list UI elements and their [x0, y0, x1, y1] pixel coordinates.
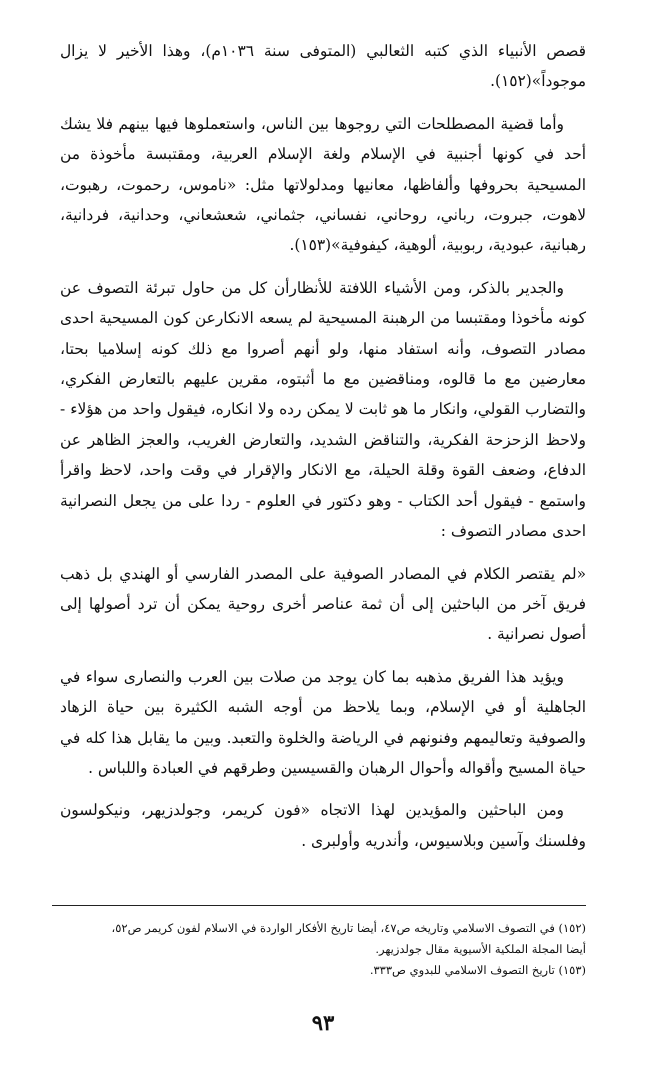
footnote-152-continued: أيضا المجلة الملكية الأسيوية مقال جولدزيهر.: [375, 942, 586, 956]
paragraph-5: ومن الباحثين والمؤيدين لهذا الاتجاه «فون كريمر، وجولدزيهر، ونيكولسون وفلسنك وآسين وبلاسيوس، وأندريه وأولبرى .: [60, 801, 586, 850]
block-quote: «لم يقتصر الكلام في المصادر الصوفية على المصدر الفارسي أو الهندي بل ذهب فريق آخر من الباحثين إلى أن ثمة عناصر أخرى روحية يمكن أن ترد أصولها إلى أصول نصرانية .: [60, 564, 586, 644]
page-number: ٩٣: [311, 1010, 335, 1035]
footnote-152: (١٥٢) في التصوف الاسلامي وتاريخه ص٤٧، أيضا تاريخ الأفكار الواردة في الاسلام لفون كريمر ص٥٢،: [111, 921, 586, 935]
footnotes: [60, 918, 586, 981]
footnote-divider: [52, 905, 586, 906]
paragraph-1: قصص الأنبياء الذي كتبه الثعالبي (المتوفى سنة ١٠٣٦م)، وهذا الأخير لا يزال موجوداً»(١٥٢).: [60, 42, 586, 91]
paragraph-2: وأما قضية المصطلحات التي روجوها بين الناس، واستعملوها فيها بينهم فلا يشك أحد في كونها أجنبية في الإسلام ولغة الإسلام العربية، ومقتبسة مأخوذة من المسيحية بحروفها وألفاظها، معانيها ومدلولاتها مثل: «ناموس، رحموت، رهبوت، لاهوت، جبروت، رباني، روحاني، نفساني، جثماني، شعشعاني، وحدانية، فردانية، رهبانية، عبودية، ربوبية، ألوهية، كيفوفية»(١٥٣).: [60, 114, 586, 255]
footnote-153: (١٥٣) تاريخ التصوف الاسلامي للبدوي ص٣٣٣.: [369, 963, 586, 977]
main-text: [60, 36, 586, 868]
paragraph-4: ويؤيد هذا الفريق مذهبه بما كان يوجد من صلات بين العرب والنصارى سواء في الجاهلية أو في الإسلام، وبما يلاحظ من أوجه الشبه الكثيرة بين حياة الزهاد والصوفية وتعاليمهم وفنونهم في الرياضة والخلوة والتعبد. وبين ما يقابل هذا كله في حياة المسيح وأقواله وأحوال الرهبان والقسيسين وطرقهم في العبادة واللباس .: [60, 667, 586, 777]
paragraph-3: والجدير بالذكر، ومن الأشياء اللافتة للأنظارأن كل من حاول تبرئة التصوف عن كونه مأخوذا ومقتبسا من الرهبنة المسيحية لم يسعه الانكارعن كون المسيحية احدى مصادر التصوف، وأنه استفاد منها، ولو أنهم أصروا مع ذلك كونه إسلاميا بحتا، معارضين مع ما قالوه، ومناقضين مع ما أثبتوه، مقرين عليهم بالتعارض الفكري، والتضارب القولي، وانكار ما هو ثابت لا يمكن رده ولا انكاره، فيقول واحد من هؤلاء - ولاحظ الزحزحة الفكرية، والتناقض الشديد، والتعارض الغريب، والعجز الظاهر عن الدفاع، وضعف القوة وقلة الحيلة، مع الانكار والإقرار في وقت واحد، لاحظ واقرأ واستمع - فيقول أحد الكتاب - وهو دكتور في العلوم - ردا على من يجعل النصرانية احدى مصادر التصوف :: [60, 278, 586, 541]
